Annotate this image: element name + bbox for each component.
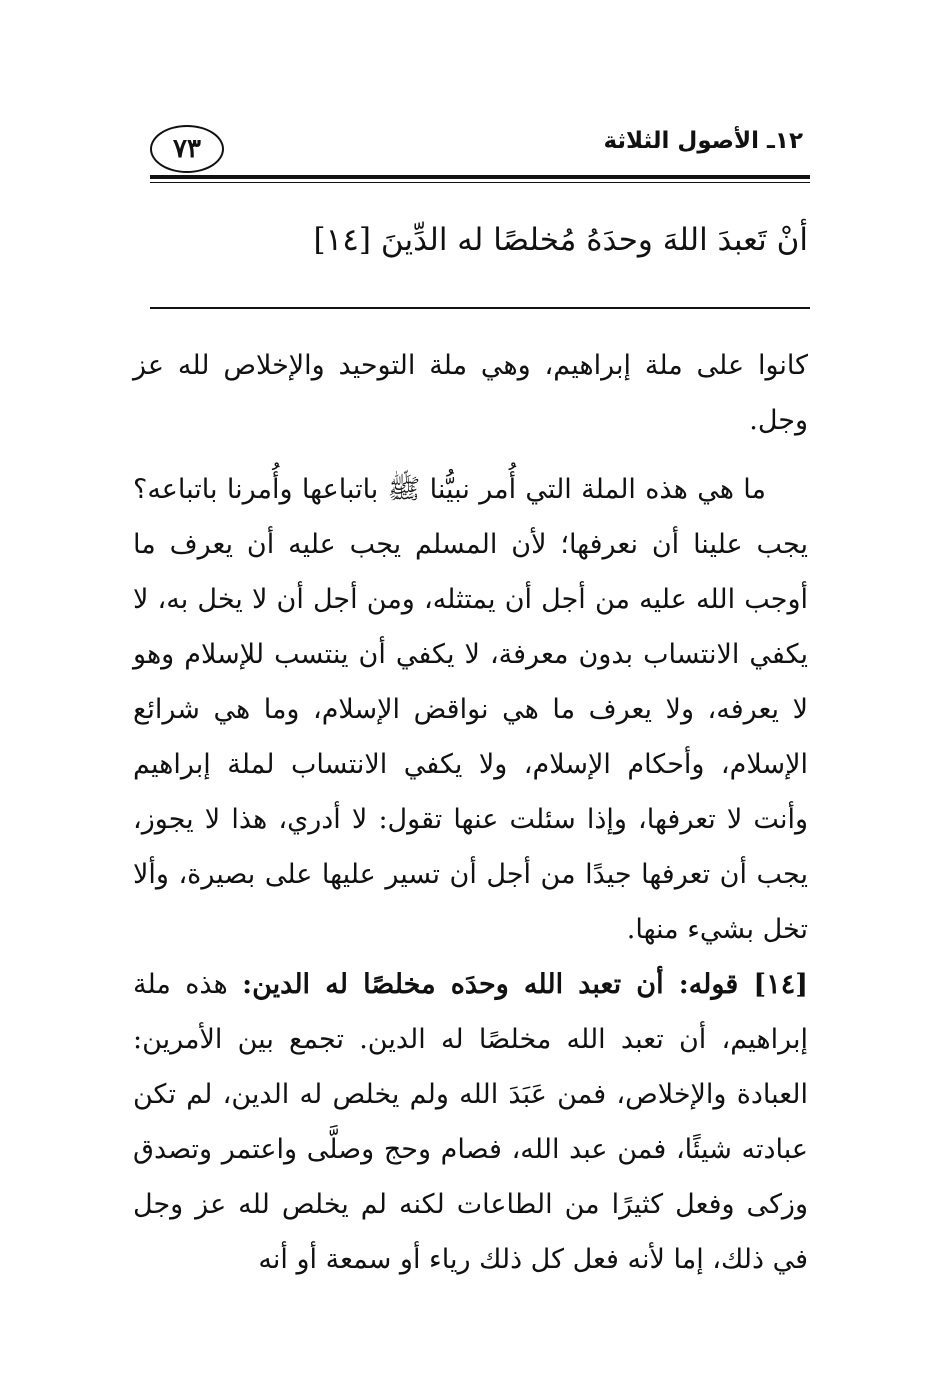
paragraph-3 bbox=[133, 957, 808, 1287]
commentary-lead: [١٤] قوله: أن تعبد الله وحدَه مخلصًا له الدين: bbox=[242, 969, 808, 1000]
page-number-badge bbox=[150, 125, 224, 173]
commentary-text: هذه ملة إبراهيم، أن تعبد الله مخلصًا له الدين. تجمع بين الأمرين: العبادة والإخلاص، فمن عَبَدَ الله ولم يخلص له الدين، لم تكن عبادته شيئًا، فمن عبد الله، فصام وحج وصلَّى واعتمر وتصدق وزكى وفعل كثيرًا من الطاعات لكنه لم يخلص لله عز وجل في ذلك، إما لأنه فعل كل ذلك رياء أو سمعة أو أنه bbox=[133, 969, 808, 1275]
section-divider bbox=[150, 307, 810, 309]
paragraph-2: ما هي هذه الملة التي أُمر نبيُّنا ﷺ باتباعها وأُمرنا باتباعه؟ يجب علينا أن نعرفها؛ لأن المسلم يجب عليه أن يعرف ما أوجب الله عليه من أجل أن يمتثله، ومن أجل أن لا يخل به، لا يكفي الانتساب بدون معرفة، لا يكفي أن ينتسب للإسلام وهو لا يعرفه، ولا يعرف ما هي نواقض الإسلام، وما هي شرائع الإسلام، وأحكام الإسلام، ولا يكفي الانتساب لملة إبراهيم وأنت لا تعرفها، وإذا سئلت عنها تقول: لا أدري، هذا لا يجوز، يجب أن تعرفها جيدًا من أجل أن تسير عليها على بصيرة، وألا تخل بشيء منها. bbox=[133, 474, 808, 945]
header-rule-thick bbox=[150, 175, 810, 179]
quoted-text: أنْ تَعبدَ اللهَ وحدَهُ مُخلصًا له الدِّينَ [١٤] bbox=[313, 222, 808, 258]
running-title: ١٢ـ الأصول الثلاثة bbox=[603, 128, 803, 154]
paragraph-1: كانوا على ملة إبراهيم، وهي ملة التوحيد والإخلاص لله عز وجل. bbox=[133, 350, 808, 436]
page-number: ٧٣ bbox=[173, 134, 201, 164]
header-rule-thin bbox=[150, 182, 810, 183]
